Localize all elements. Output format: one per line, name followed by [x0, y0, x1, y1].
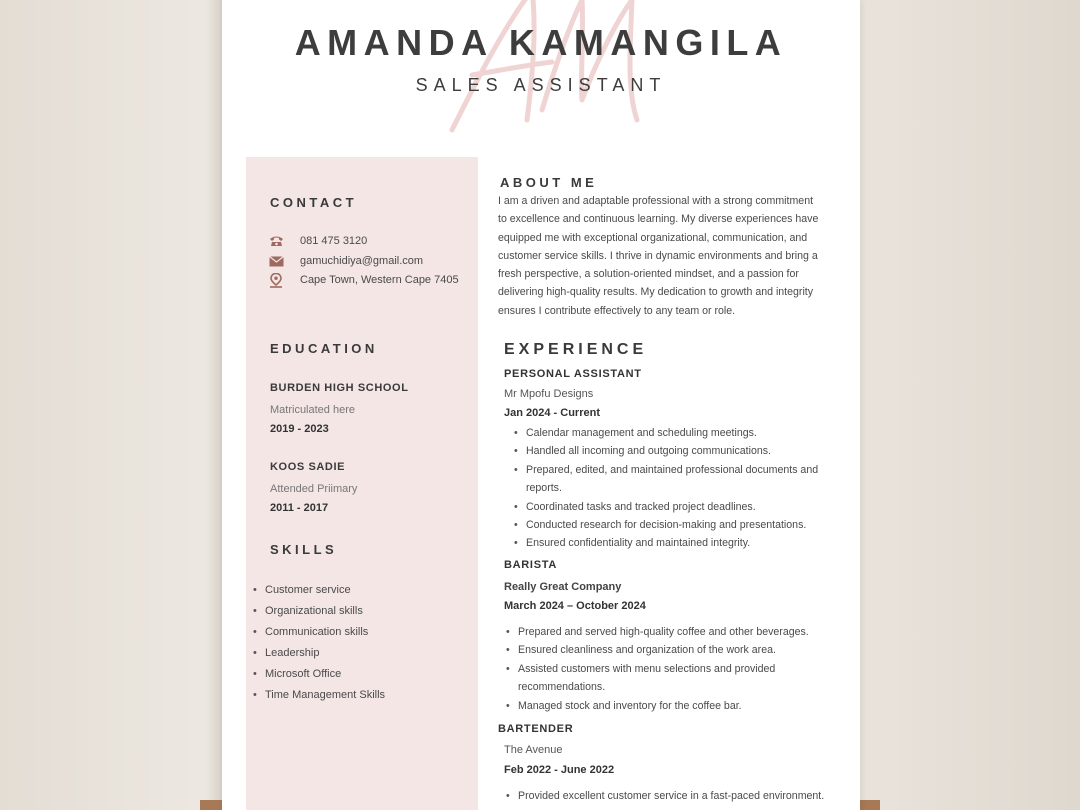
job-title-3: BARTENDER — [498, 723, 574, 735]
job-bullet: • Coordinated tasks and tracked project deadlines. — [526, 498, 818, 516]
job-bullet: • Ensured confidentiality and maintained integrity. — [526, 534, 818, 552]
candidate-name: AMANDA KAMANGILA — [294, 22, 788, 63]
about-line: equipped me with exceptional organizational, communication, and — [498, 231, 808, 244]
education-years-1: 2019 - 2023 — [270, 423, 329, 435]
education-note-2: Attended Priimary — [270, 483, 358, 495]
address-text: Cape Town, Western Cape 7405 — [300, 274, 459, 286]
phone-icon — [268, 234, 284, 248]
skill-item: • Organizational skills — [265, 602, 385, 623]
location-pin-icon — [268, 273, 284, 287]
phone-text: 081 475 3120 — [300, 235, 368, 247]
job-bullet: • Handled all incoming and outgoing communications. — [526, 442, 818, 460]
job-company-3: The Avenue — [504, 744, 563, 756]
job-company-2: Really Great Company — [504, 581, 622, 593]
education-heading: EDUCATION — [270, 341, 378, 356]
skill-item: • Time Management Skills — [265, 686, 385, 707]
education-school-1: BURDEN HIGH SCHOOL — [270, 382, 409, 394]
job-dates-3: Feb 2022 - June 2022 — [504, 764, 615, 776]
job-bullet: • Prepared and served high-quality coffee and other beverages. — [518, 623, 809, 641]
about-line: to excellence and continuous learning. My diverse experiences have — [498, 213, 819, 226]
email-text: gamuchidiya@gmail.com — [300, 255, 424, 267]
experience-heading: EXPERIENCE — [504, 341, 648, 358]
skills-list — [265, 581, 385, 707]
job-title-1: PERSONAL ASSISTANT — [504, 368, 642, 380]
job-bullet: • Ensured cleanliness and organization of the work area. — [518, 641, 809, 659]
monogram-watermark — [432, 0, 652, 140]
about-line: I am a driven and adaptable professional with a strong commitment — [498, 195, 814, 207]
candidate-role: SALES ASSISTANT — [415, 75, 667, 95]
about-line: ensures I contribute effectively to any team or role. — [498, 304, 736, 317]
about-line: fresh perspective, a solution-oriented mindset, and a passion for — [498, 268, 799, 281]
contact-phone — [268, 234, 367, 248]
skill-item: • Leadership — [265, 644, 385, 665]
job-bullets-1 — [526, 424, 818, 553]
skills-heading: SKILLS — [270, 542, 338, 557]
job-bullets-3 — [518, 787, 824, 805]
job-bullets-2 — [518, 623, 809, 715]
job-dates-2: March 2024 – October 2024 — [504, 600, 646, 612]
sidebar — [246, 157, 478, 810]
education-school-2: KOOS SADIE — [270, 461, 346, 473]
job-dates-1: Jan 2024 - Current — [504, 407, 600, 419]
job-bullet-continuation: recommendations. — [518, 681, 606, 694]
mail-icon — [268, 254, 284, 268]
job-bullet: • Calendar management and scheduling meetings. — [526, 424, 818, 442]
contact-address — [268, 273, 459, 287]
job-company-1: Mr Mpofu Designs — [504, 388, 594, 400]
job-bullet: • Assisted customers with menu selections and provided — [518, 660, 809, 678]
education-note-1: Matriculated here — [270, 404, 355, 416]
about-text — [498, 192, 828, 320]
job-bullet: • Managed stock and inventory for the coffee bar. — [518, 697, 809, 715]
contact-heading: CONTACT — [270, 195, 358, 210]
job-bullet: • Conducted research for decision-making and presentations. — [526, 516, 818, 534]
job-title-2: BARISTA — [504, 559, 557, 571]
about-line: delivering high-quality results. My dedication to growth and integrity — [498, 286, 814, 299]
about-heading: ABOUT ME — [500, 175, 598, 190]
skill-item: • Microsoft Office — [265, 665, 385, 686]
about-line: customer service skills. I thrive in dynamic environments and bring a — [498, 249, 818, 262]
job-bullet: • Prepared, edited, and maintained professional documents and — [526, 461, 818, 479]
contact-email — [268, 254, 423, 268]
skill-item: • Customer service — [265, 581, 385, 602]
job-bullet: • Provided excellent customer service in a fast-paced environment. — [518, 787, 824, 805]
job-bullet-continuation: reports. — [526, 482, 562, 495]
resume-page — [222, 0, 860, 810]
education-years-2: 2011 - 2017 — [270, 502, 329, 514]
skill-item: • Communication skills — [265, 623, 385, 644]
